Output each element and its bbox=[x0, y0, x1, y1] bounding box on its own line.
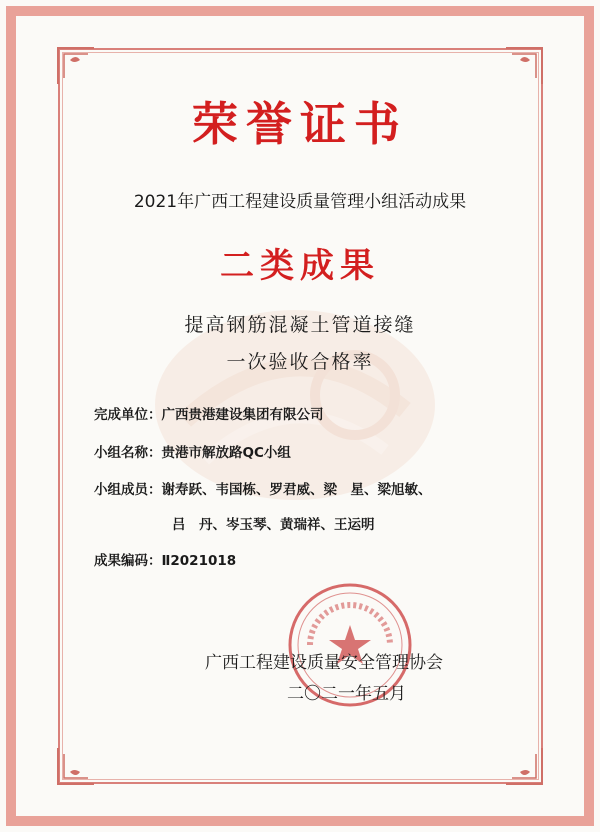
corner-ornament-icon bbox=[54, 744, 98, 788]
unit-row bbox=[94, 403, 324, 423]
project-title-line1: 提高钢筋混凝土管道接缝 bbox=[184, 314, 416, 336]
unit-value: 广西贵港建设集团有限公司 bbox=[161, 407, 324, 423]
corner-ornament-icon bbox=[502, 44, 546, 88]
issue-date: 二〇二一年五月 bbox=[287, 684, 406, 704]
members-line1: 谢寿跃、韦国栋、罗君威、梁 星、梁旭敏、 bbox=[161, 482, 432, 498]
issuer-name: 广西工程建设质量安全管理协会 bbox=[205, 653, 443, 673]
code-label: 成果编码： bbox=[94, 553, 162, 569]
project-title-line2: 一次验收合格率 bbox=[226, 351, 374, 373]
unit-label: 完成单位： bbox=[94, 407, 162, 423]
group-value: 贵港市解放路QC小组 bbox=[161, 445, 291, 461]
corner-ornament-icon bbox=[502, 744, 546, 788]
group-label: 小组名称： bbox=[94, 445, 162, 461]
members-label: 小组成员： bbox=[94, 482, 162, 498]
code-value: Ⅱ2021018 bbox=[161, 553, 237, 569]
certificate-title: 荣誉证书 bbox=[192, 97, 408, 151]
members-row bbox=[94, 478, 432, 498]
members-row-2 bbox=[172, 513, 375, 533]
corner-ornament-icon bbox=[54, 44, 98, 88]
members-line2: 吕 丹、岑玉琴、黄瑞祥、王运明 bbox=[172, 517, 375, 533]
award-grade: 二类成果 bbox=[220, 246, 380, 286]
code-row bbox=[94, 549, 236, 569]
group-row bbox=[94, 441, 291, 461]
certificate-subtitle: 2021年广西工程建设质量管理小组活动成果 bbox=[133, 192, 467, 212]
